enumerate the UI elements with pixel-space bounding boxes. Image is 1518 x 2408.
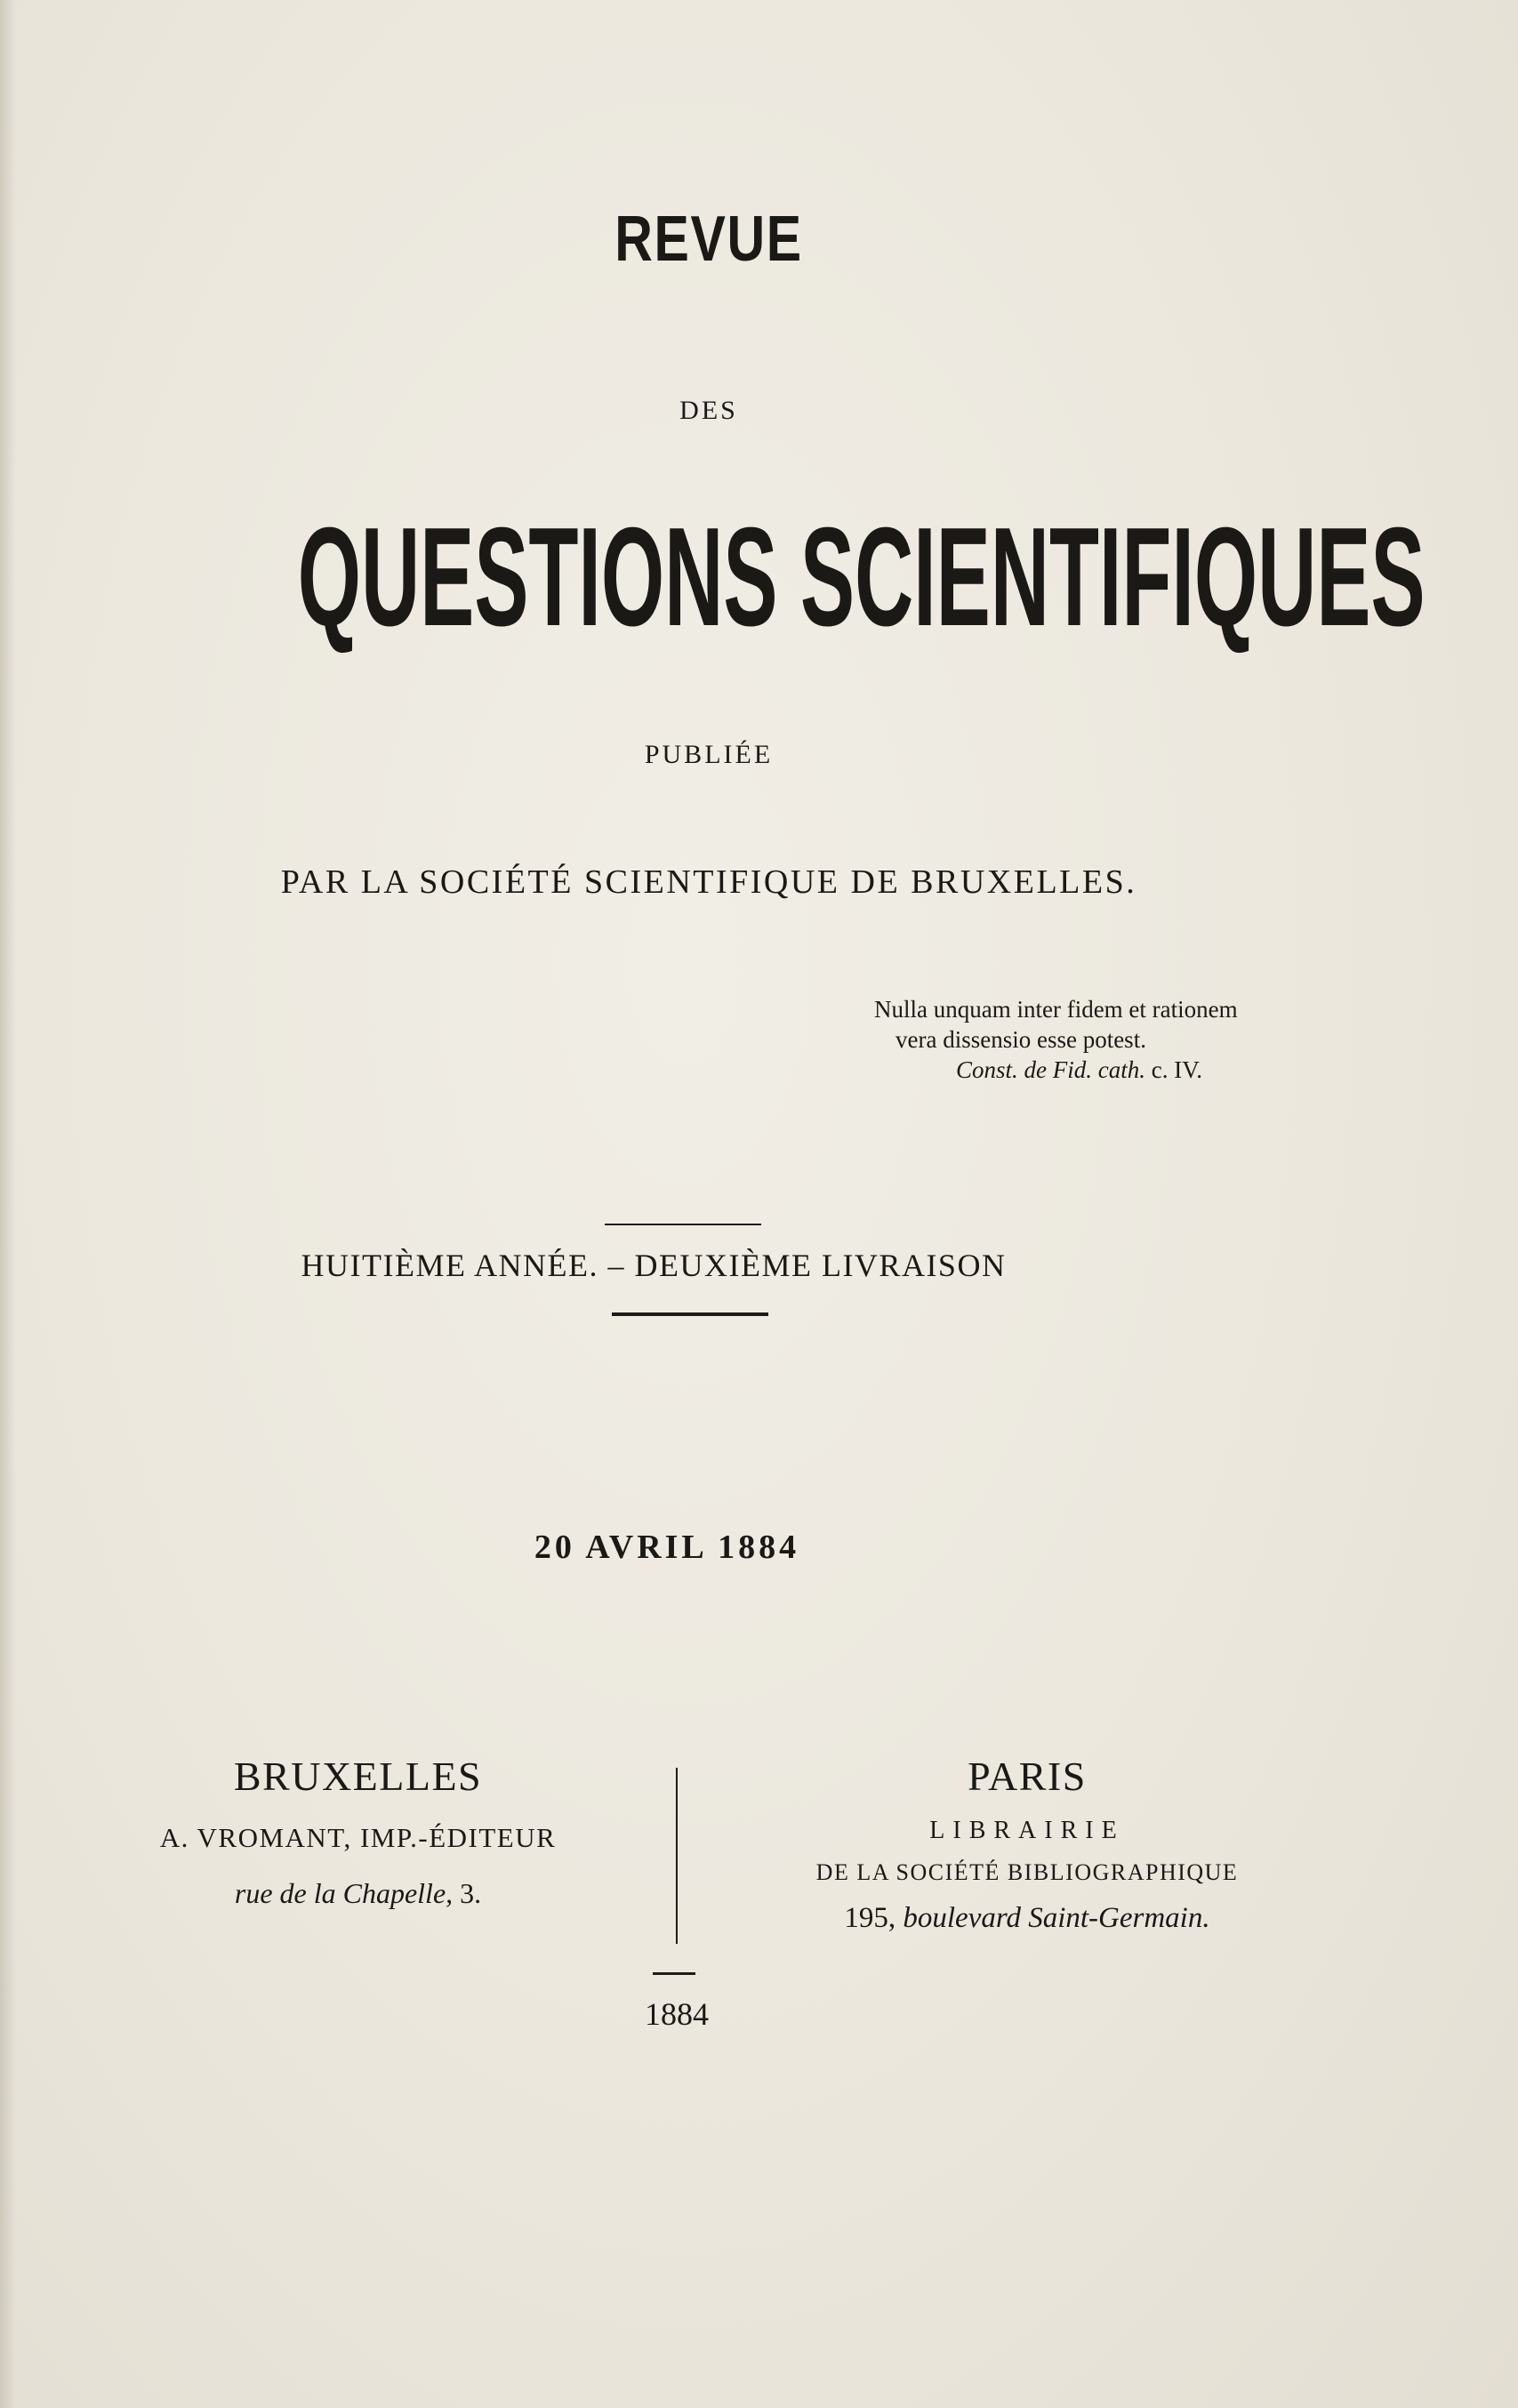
paris-street: boulevard Saint-Germain. [896, 1902, 1210, 1934]
epigraph-line-2: vera dissensio esse potest. [896, 1026, 1146, 1053]
epigraph-source [874, 1055, 1238, 1085]
paris-imprint [760, 1756, 1294, 1935]
publisher-society: PAR LA SOCIÉTÉ SCIENTIFIQUE DE BRUXELLES. [280, 863, 1137, 901]
bruxelles-imprint [89, 1756, 627, 1910]
year-rule [653, 1972, 695, 1975]
issue-date: 20 AVRIL 1884 [534, 1529, 800, 1566]
bottom-rule [612, 1312, 768, 1316]
paris-city: PARIS [968, 1754, 1087, 1799]
top-rule [605, 1224, 761, 1225]
paris-librairie: LIBRAIRIE [929, 1817, 1125, 1844]
paris-number: 195, [844, 1902, 896, 1934]
epigraph-line-1: Nulla unquam inter fidem et rationem [874, 996, 1238, 1023]
journal-title-revue: REVUE [614, 204, 803, 275]
issue-livraison: HUITIÈME ANNÉE. – DEUXIÈME LIVRAISON [301, 1248, 1007, 1283]
published-label: PUBLIÉE [644, 740, 774, 769]
bruxelles-address [89, 1877, 627, 1910]
journal-main-title: QUESTIONS SCIENTIFIQUES [297, 499, 1426, 655]
bruxelles-number: 3. [453, 1877, 482, 1909]
publication-year: 1884 [645, 1996, 709, 2032]
page-edge-shadow [0, 0, 16, 2408]
journal-title-des: DES [679, 396, 738, 425]
epigraph-source-title: Const. de Fid. cath. [956, 1056, 1145, 1083]
bruxelles-street: rue de la Chapelle, [234, 1877, 454, 1909]
bruxelles-publisher: A. VROMANT, IMP.-ÉDITEUR [159, 1822, 557, 1853]
paris-society: DE LA SOCIÉTÉ BIBLIOGRAPHIQUE [815, 1859, 1239, 1885]
imprint-divider [676, 1768, 678, 1944]
bruxelles-city: BRUXELLES [233, 1754, 483, 1799]
epigraph [874, 994, 1238, 1085]
paris-address [760, 1902, 1294, 1935]
epigraph-source-chapter: c. IV. [1145, 1056, 1202, 1083]
